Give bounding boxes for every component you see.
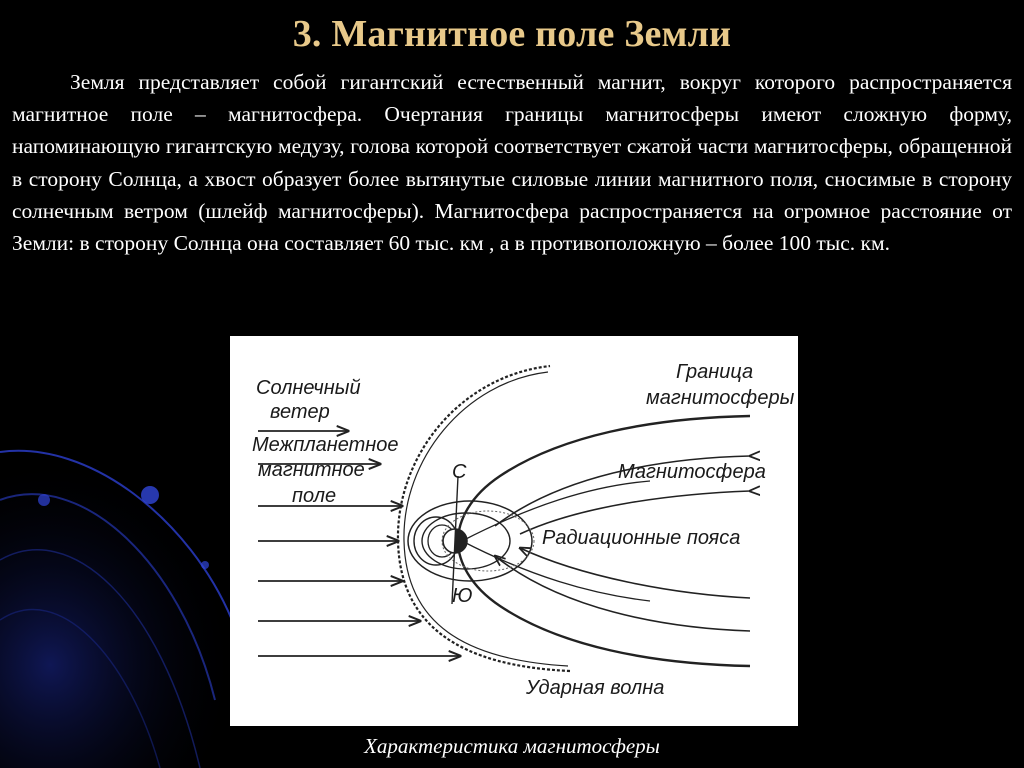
field-line [520,548,750,598]
page-title: 3. Магнитное поле Земли [292,13,732,55]
radiation-belts-label: Радиационные пояса [542,527,741,549]
shock-wave-label: Ударная волна [526,677,665,699]
imf-label-2: магнитное [258,459,365,481]
body-paragraph: Земля представляет собой гигантский естественный магнит, вокруг которого распространяется магнитное поле – магнитосфера. Очертания границы магнитосферы имеют сложную форму, напоминающую гигантскую медузу, голова которой соответствует сжатой части магнитосферы, обращенной в сторону Солнца, а хвост образует более вытянутые силовые линии магнитного поля, сносимые в сторону солнечным ветром (шлейф магнитосферы). Магнитосфера распространяется на огромное расстояние от Земли: в сторону Солнца она составляет 60 тыс. км , а в противоположную – более 100 тыс. км. [12,70,1012,256]
decor-dot-3 [201,561,209,569]
solar-wind-label-1: Солнечный [256,377,361,399]
pole-north-label: С [452,461,467,483]
pole-south-label: Ю [452,585,473,607]
imf-label-1: Межпланетное [252,434,399,456]
imf-label-3: поле [292,485,337,507]
earth-night-side [455,529,467,553]
decor-dot-1 [141,486,159,504]
shock-wave-line [398,366,570,671]
solar-wind-label-2: ветер [270,401,330,423]
figure-caption: Характеристика магнитосферы [364,734,660,758]
magnetosphere-label: Магнитосфера [618,461,766,483]
boundary-label-1: Граница [676,361,754,383]
decor-dot-2 [38,494,50,506]
boundary-label-2: магнитосферы [646,387,795,409]
magnetosphere-diagram [230,336,798,726]
field-line [495,556,750,631]
